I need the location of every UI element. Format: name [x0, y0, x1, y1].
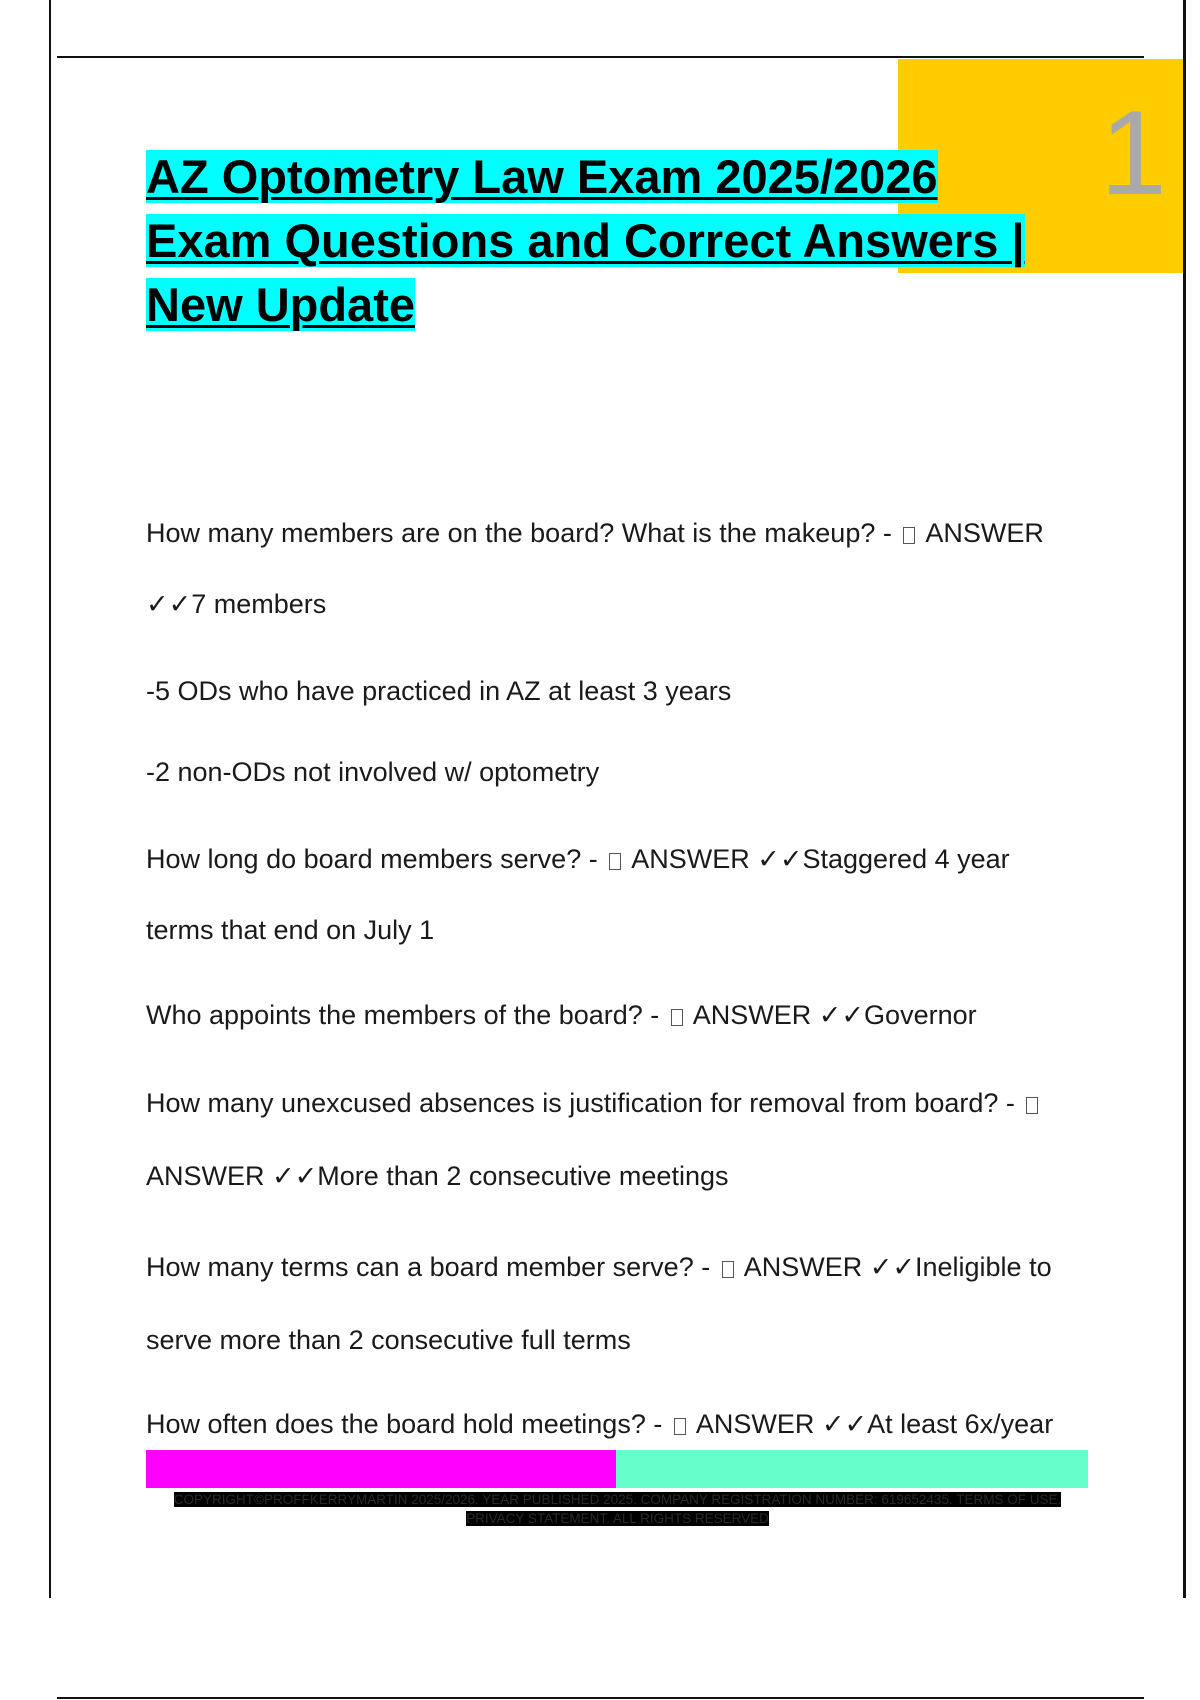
- line-text: How long do board members serve? -: [146, 844, 606, 874]
- line-text: ANSWER ✓✓More than 2 consecutive meetings: [146, 1161, 729, 1191]
- footer-bar-right: [616, 1450, 1088, 1488]
- qa-line: [146, 1407, 1053, 1441]
- title-line-2: Exam Questions and Correct Answers |: [146, 214, 1025, 267]
- qa-line: [146, 842, 1010, 876]
- line-text: How many members are on the board? What is the makeup? -: [146, 518, 900, 548]
- title-line-3: New Update: [146, 278, 415, 331]
- missing-glyph-icon: [722, 1261, 734, 1278]
- qa-line: [146, 755, 599, 789]
- qa-line: [146, 1159, 728, 1193]
- line-text: Who appoints the members of the board? -: [146, 1000, 667, 1030]
- line-text: ANSWER ✓✓At least 6x/year: [689, 1409, 1054, 1439]
- line-text: ✓✓7 members: [146, 589, 327, 619]
- qa-line: [146, 913, 434, 947]
- copyright-line-1: COPYRIGHT©PROFFKERRYMARTIN 2025/2026. YEAR PUBLISHED 2025. COMPANY REGISTRATION NUMBER: 619652435. TERMS OF USE.: [173, 1492, 1062, 1507]
- line-text: ANSWER ✓✓Governor: [686, 1000, 977, 1030]
- qa-line: [146, 1250, 1052, 1284]
- line-text: How many unexcused absences is justification for removal from board? -: [146, 1088, 1023, 1118]
- page-border-left: [49, 0, 51, 1598]
- missing-glyph-icon: [674, 1418, 686, 1435]
- line-text: -2 non-ODs not involved w/ optometry: [146, 757, 600, 787]
- missing-glyph-icon: [1026, 1097, 1038, 1114]
- line-text: terms that end on July 1: [146, 915, 435, 945]
- qa-line: [146, 516, 1044, 550]
- line-text: ANSWER ✓✓Staggered 4 year: [625, 844, 1010, 874]
- footer-bar-left: [146, 1450, 616, 1488]
- line-text: ANSWER: [919, 518, 1044, 548]
- qa-line: [146, 587, 326, 621]
- copyright-line-2: PRIVACY STATEMENT. ALL RIGHTS RESERVED: [466, 1511, 769, 1526]
- qa-line: [146, 998, 977, 1032]
- line-text: How often does the board hold meetings? -: [146, 1409, 670, 1439]
- footer-rule: [57, 1697, 1144, 1699]
- line-text: -5 ODs who have practiced in AZ at least 3 years: [146, 676, 732, 706]
- qa-line: [146, 1323, 631, 1357]
- page-number: 1: [1100, 86, 1167, 220]
- missing-glyph-icon: [609, 853, 621, 870]
- header-rule: [57, 56, 1144, 58]
- line-text: ANSWER ✓✓Ineligible to: [737, 1252, 1052, 1282]
- title-line-1: AZ Optometry Law Exam 2025/2026: [146, 150, 938, 203]
- document-title: [146, 145, 1086, 337]
- copyright-notice: [150, 1490, 1085, 1528]
- line-text: How many terms can a board member serve? -: [146, 1252, 718, 1282]
- page-border-right: [1183, 0, 1186, 1598]
- line-text: serve more than 2 consecutive full terms: [146, 1325, 631, 1355]
- qa-line: [146, 1086, 1042, 1120]
- qa-line: [146, 674, 731, 708]
- missing-glyph-icon: [903, 527, 915, 544]
- missing-glyph-icon: [671, 1009, 683, 1026]
